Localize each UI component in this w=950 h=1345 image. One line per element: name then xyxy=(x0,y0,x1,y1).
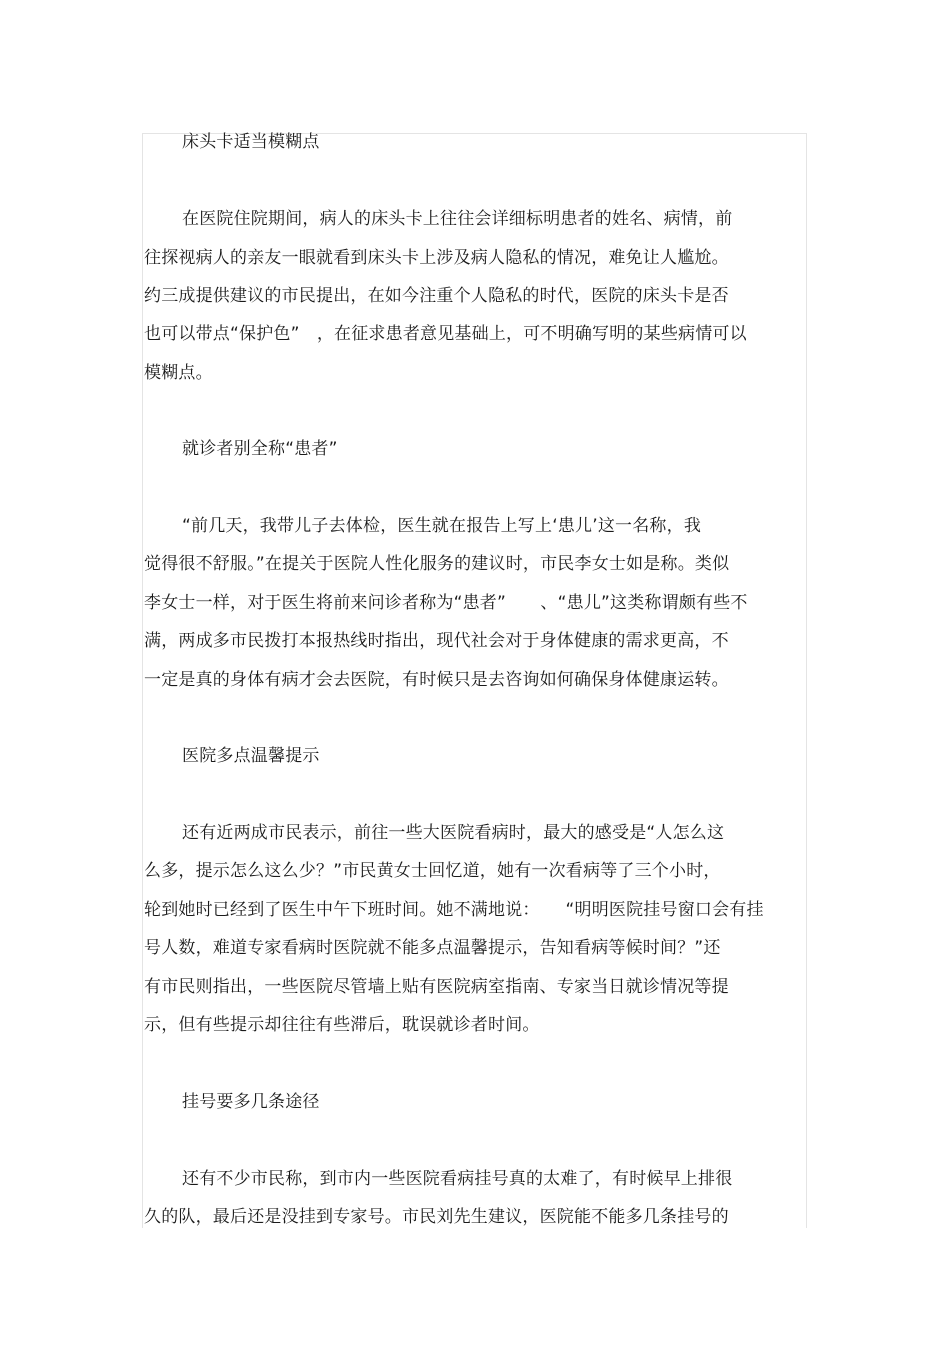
paragraph-line: 约三成提供建议的市民提出，在如今注重个人隐私的时代，医院的床头卡是否 xyxy=(144,286,729,306)
paragraph-line: “前几天，我带儿子去体检，医生就在报告上写上‘患儿’这一名称，我 xyxy=(182,516,702,536)
paragraph-line: 也可以带点“保护色” ，在征求患者意见基础上，可不明确写明的某些病情可以 xyxy=(144,324,747,344)
paragraph-line: 示，但有些提示却往往有些滞后，耽误就诊者时间。 xyxy=(144,1015,540,1035)
paragraph-line: 久的队，最后还是没挂到专家号。市民刘先生建议，医院能不能多几条挂号的 xyxy=(144,1207,729,1227)
paragraph-line: 觉得很不舒服。”在提关于医院人性化服务的建议时，市民李女士如是称。类似 xyxy=(144,554,730,574)
section-heading: 医院多点温馨提示 xyxy=(182,746,320,766)
paragraph-line: 么多，提示怎么这么少？”市民黄女士回忆道，她有一次看病等了三个小时， xyxy=(144,861,721,881)
paragraph-line: 有市民则指出，一些医院尽管墙上贴有医院病室指南、专家当日就诊情况等提 xyxy=(144,977,729,997)
section-heading: 床头卡适当模糊点 xyxy=(182,132,320,152)
section-heading: 就诊者别全称“患者” xyxy=(182,439,338,459)
paragraph-line: 还有不少市民称，到市内一些医院看病挂号真的太难了，有时候早上排很 xyxy=(182,1169,733,1189)
paragraph-line: 轮到她时已经到了医生中午下班时间。她不满地说： “明明医院挂号窗口会有挂 xyxy=(144,900,764,920)
paragraph-line: 往探视病人的亲友一眼就看到床头卡上涉及病人隐私的情况，难免让人尴尬。 xyxy=(144,248,729,268)
section-heading: 挂号要多几条途径 xyxy=(182,1092,320,1112)
paragraph-line: 一定是真的身体有病才会去医院，有时候只是去咨询如何确保身体健康运转。 xyxy=(144,670,729,690)
paragraph-line: 李女士一样，对于医生将前来问诊者称为“患者” 、“患儿”这类称谓颇有些不 xyxy=(144,593,748,613)
paragraph-line: 号人数，难道专家看病时医院就不能多点温馨提示，告知看病等候时间？”还 xyxy=(144,938,721,958)
paragraph-line: 还有近两成市民表示，前往一些大医院看病时，最大的感受是“人怎么这 xyxy=(182,823,725,843)
paragraph-line: 在医院住院期间，病人的床头卡上往往会详细标明患者的姓名、病情，前 xyxy=(182,209,733,229)
paragraph-line: 满，两成多市民拨打本报热线时指出，现代社会对于身体健康的需求更高，不 xyxy=(144,631,729,651)
paragraph-line: 模糊点。 xyxy=(144,363,213,383)
